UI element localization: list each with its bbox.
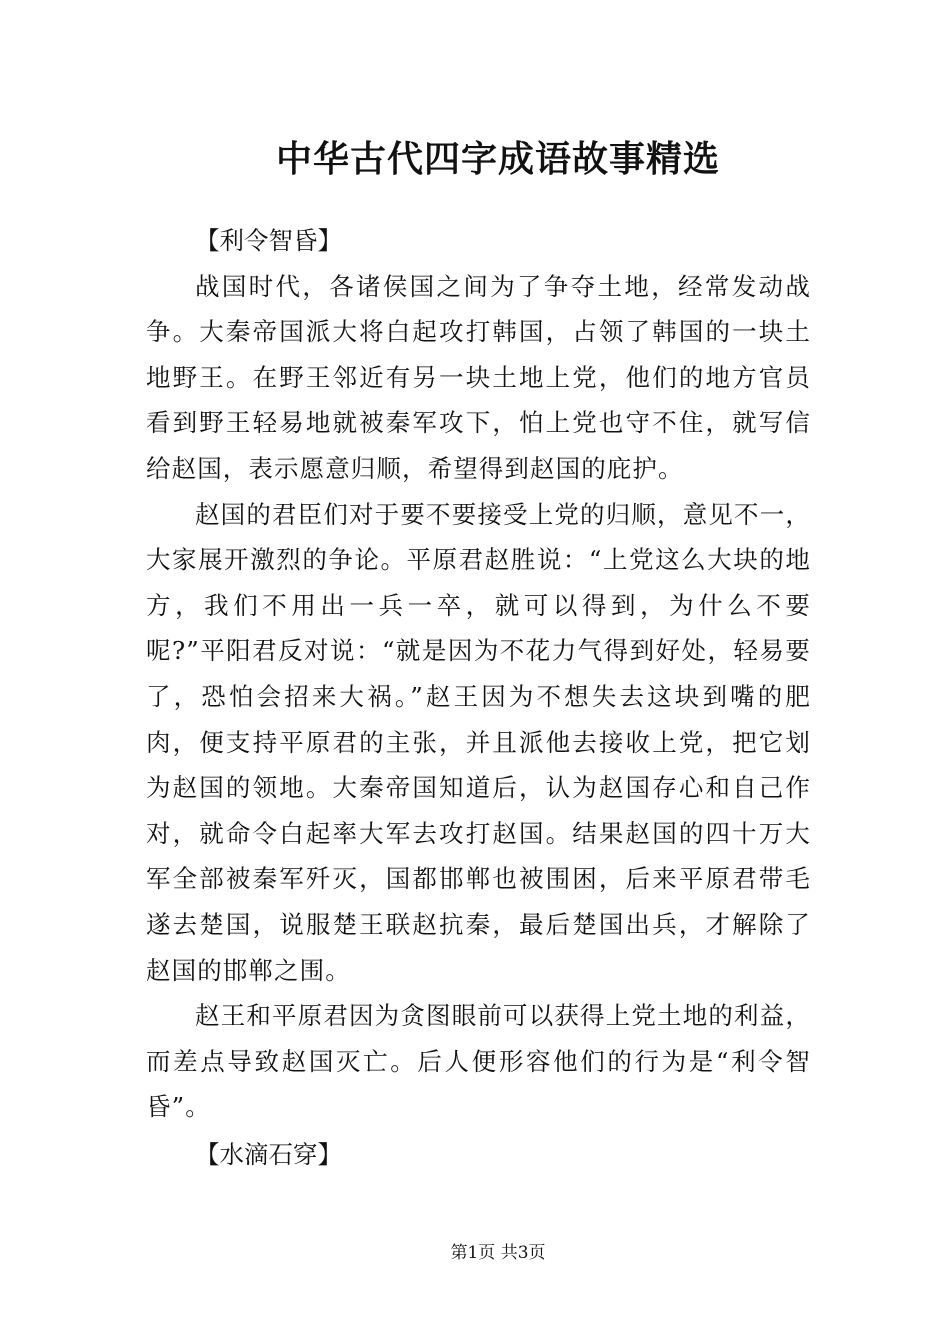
document-body — [146, 218, 811, 1177]
section-heading-shuidi-shichuan: 【水滴石穿】 — [195, 1139, 342, 1169]
page-footer: 第1页 共3页 — [450, 1243, 546, 1263]
paragraph-3: 赵王和平原君因为贪图眼前可以获得上党土地的利益，而差点导致赵国灭亡。后人便形容他们的行为是“利令智昏”。 — [146, 1001, 811, 1122]
paragraph-2: 赵国的君臣们对于要不要接受上党的归顺，意见不一，大家展开激烈的争论。平原君赵胜说：“上党这么大块的地方，我们不用出一兵一卒，就可以得到，为什么不要呢?”平阳君反对说：“就是因为不花力气得到好处，轻易要了，恐怕会招来大祸。”赵王因为不想失去这块到嘴的肥肉，便支持平原君的主张，并且派他去接收上党，把它划为赵国的领地。大秦帝国知道后，认为赵国存心和自己作对，就命令白起率大军去攻打赵国。结果赵国的四十万大军全部被秦军歼灭，国都邯郸也被围困，后来平原君带毛遂去楚国，说服楚王联赵抗秦，最后楚国出兵，才解除了赵国的邯郸之围。 — [146, 499, 811, 985]
section-heading-liling-zhihun: 【利令智昏】 — [195, 226, 342, 255]
document-title: 中华古代四字成语故事精选 — [275, 138, 720, 180]
paragraph-1: 战国时代，各诸侯国之间为了争夺土地，经常发动战争。大秦帝国派大将白起攻打韩国，占领了韩国的一块土地野王。在野王邻近有另一块土地上党，他们的地方官员看到野王轻易地就被秦军攻下，怕上党也守不住，就写信给赵国，表示愿意归顺，希望得到赵国的庇护。 — [146, 271, 811, 483]
